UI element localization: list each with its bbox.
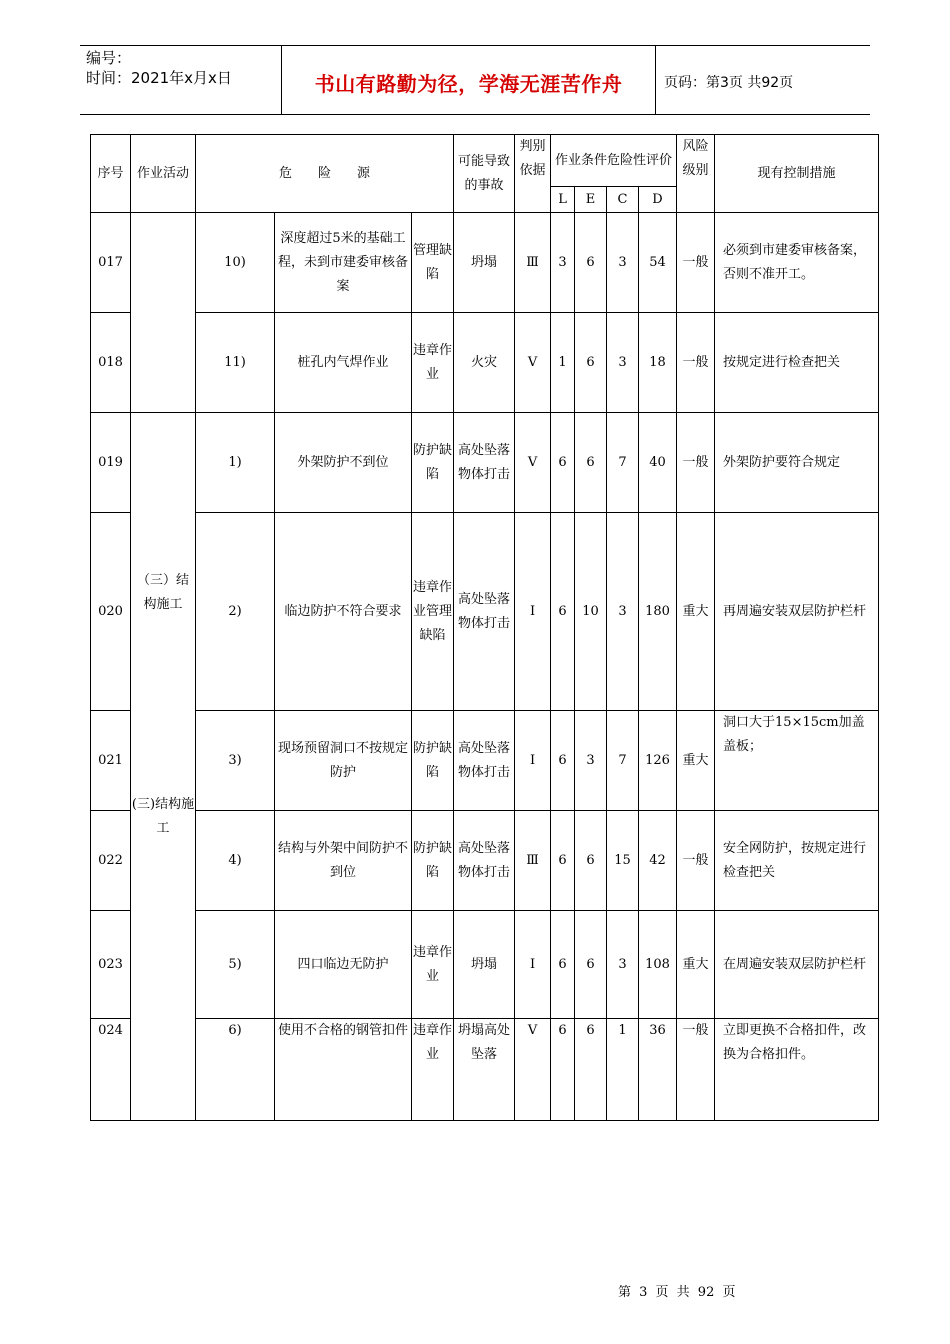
page-footer: 第 3 页 共 92 页	[618, 1285, 736, 1300]
row-D: 42	[639, 811, 677, 911]
row-hazard-type: 管理缺陷	[412, 213, 454, 313]
row-measure: 再周遍安装双层防护栏杆	[715, 513, 879, 711]
row-hazard-type: 防护缺陷	[412, 711, 454, 811]
row-E: 6	[575, 413, 607, 513]
row-C: 3	[607, 513, 639, 711]
row-E: 10	[575, 513, 607, 711]
header-measures: 现有控制措施	[715, 135, 879, 213]
row-D: 108	[639, 911, 677, 1019]
table-row	[91, 513, 879, 711]
row-D: 126	[639, 711, 677, 811]
row-D: 180	[639, 513, 677, 711]
table-header-row	[91, 135, 879, 187]
activity-label: (三)结构施工	[131, 797, 195, 836]
row-C: 3	[607, 313, 639, 413]
row-level: 重大	[677, 711, 715, 811]
row-seq: 024	[91, 1019, 131, 1121]
header-D: D	[639, 187, 677, 213]
row-measure: 在周遍安装双层防护栏杆	[715, 911, 879, 1019]
row-hazard: 外架防护不到位	[275, 413, 412, 513]
row-accident: 坍塌	[454, 213, 515, 313]
row-level: 一般	[677, 413, 715, 513]
header-hazard: 危 险 源	[196, 135, 454, 213]
header-divider	[655, 46, 656, 114]
row-seq: 021	[91, 711, 131, 811]
row-level: 一般	[677, 313, 715, 413]
row-E: 6	[575, 811, 607, 911]
table-row	[91, 1019, 879, 1121]
row-level: 一般	[677, 1019, 715, 1121]
row-L: 6	[551, 711, 575, 811]
row-measure: 必须到市建委审核备案，否则不准开工。	[715, 213, 879, 313]
table-row	[91, 811, 879, 911]
row-C: 3	[607, 213, 639, 313]
row-level: 一般	[677, 213, 715, 313]
table-row	[91, 711, 879, 811]
row-L: 6	[551, 413, 575, 513]
row-accident: 火灾	[454, 313, 515, 413]
row-hazard-type: 违章作业管理缺陷	[412, 513, 454, 711]
row-accident: 高处坠落物体打击	[454, 711, 515, 811]
row-seq: 022	[91, 811, 131, 911]
row-measure: 安全网防护，按规定进行检查把关	[715, 811, 879, 911]
table-row	[91, 911, 879, 1019]
row-L: 6	[551, 1019, 575, 1121]
activity-cell	[131, 413, 196, 1121]
row-basis: Ⅲ	[515, 213, 551, 313]
row-D: 18	[639, 313, 677, 413]
row-index: 10)	[196, 213, 275, 313]
row-hazard-type: 违章作业	[412, 911, 454, 1019]
row-seq: 023	[91, 911, 131, 1019]
row-measure: 按规定进行检查把关	[715, 313, 879, 413]
row-L: 6	[551, 513, 575, 711]
row-measure: 外架防护要符合规定	[715, 413, 879, 513]
header-E: E	[575, 187, 607, 213]
row-accident: 坍塌	[454, 911, 515, 1019]
doc-number-label: 编号：	[86, 49, 132, 67]
row-C: 15	[607, 811, 639, 911]
row-seq: 019	[91, 413, 131, 513]
row-hazard-type: 违章作业	[412, 1019, 454, 1121]
row-accident: 高处坠落物体打击	[454, 513, 515, 711]
row-accident: 高处坠落物体打击	[454, 413, 515, 513]
row-E: 6	[575, 1019, 607, 1121]
header-accident: 可能导致的事故	[454, 135, 515, 213]
row-C: 1	[607, 1019, 639, 1121]
row-index: 5)	[196, 911, 275, 1019]
row-index: 1)	[196, 413, 275, 513]
header-activity: 作业活动	[131, 135, 196, 213]
row-seq: 017	[91, 213, 131, 313]
row-seq: 020	[91, 513, 131, 711]
row-basis: Ⅴ	[515, 413, 551, 513]
row-accident: 坍塌高处坠落	[454, 1019, 515, 1121]
row-basis: Ⅴ	[515, 1019, 551, 1121]
row-hazard-type: 防护缺陷	[412, 811, 454, 911]
table-row	[91, 213, 879, 313]
row-measure: 立即更换不合格扣件，改换为合格扣件。	[715, 1019, 879, 1121]
row-L: 3	[551, 213, 575, 313]
row-index: 3)	[196, 711, 275, 811]
row-hazard: 使用不合格的钢管扣件	[275, 1019, 412, 1121]
row-index: 6)	[196, 1019, 275, 1121]
header-basis: 判别依据	[515, 135, 551, 213]
row-D: 54	[639, 213, 677, 313]
activity-label: （三）结构施工	[136, 573, 189, 612]
row-D: 36	[639, 1019, 677, 1121]
row-index: 2)	[196, 513, 275, 711]
row-level: 重大	[677, 911, 715, 1019]
header-condition: 作业条件危险性评价	[551, 135, 677, 187]
row-basis: Ⅲ	[515, 811, 551, 911]
row-index: 11)	[196, 313, 275, 413]
row-measure: 洞口大于15×15cm加盖盖板；	[715, 711, 879, 811]
row-hazard-type: 防护缺陷	[412, 413, 454, 513]
row-E: 6	[575, 313, 607, 413]
row-basis: Ⅴ	[515, 313, 551, 413]
table-row	[91, 313, 879, 413]
row-seq: 018	[91, 313, 131, 413]
row-basis: Ⅰ	[515, 711, 551, 811]
table-row	[91, 413, 879, 513]
row-E: 6	[575, 911, 607, 1019]
header-C: C	[607, 187, 639, 213]
row-D: 40	[639, 413, 677, 513]
row-hazard-type: 违章作业	[412, 313, 454, 413]
row-index: 4)	[196, 811, 275, 911]
row-L: 1	[551, 313, 575, 413]
header-meta	[86, 48, 232, 88]
row-hazard: 深度超过5米的基础工程，未到市建委审核备案	[275, 213, 412, 313]
row-hazard: 结构与外架中间防护不到位	[275, 811, 412, 911]
header-level: 风险级别	[677, 135, 715, 213]
row-C: 7	[607, 711, 639, 811]
row-accident: 高处坠落物体打击	[454, 811, 515, 911]
row-hazard: 桩孔内气焊作业	[275, 313, 412, 413]
row-C: 3	[607, 911, 639, 1019]
document-header	[80, 45, 870, 115]
header-page-number: 页码：第3页 共92页	[664, 75, 794, 91]
row-level: 一般	[677, 811, 715, 911]
row-L: 6	[551, 911, 575, 1019]
row-basis: Ⅰ	[515, 911, 551, 1019]
row-hazard: 四口临边无防护	[275, 911, 412, 1019]
row-L: 6	[551, 811, 575, 911]
row-hazard: 现场预留洞口不按规定防护	[275, 711, 412, 811]
row-hazard: 临边防护不符合要求	[275, 513, 412, 711]
row-activity-empty	[131, 213, 196, 413]
header-motto: 书山有路勤为径，学海无涯苦作舟	[314, 72, 623, 96]
row-basis: Ⅰ	[515, 513, 551, 711]
row-E: 3	[575, 711, 607, 811]
doc-time-label: 时间：2021年x月x日	[86, 69, 232, 87]
risk-assessment-table	[90, 134, 879, 1121]
row-E: 6	[575, 213, 607, 313]
row-level: 重大	[677, 513, 715, 711]
row-C: 7	[607, 413, 639, 513]
header-seq: 序号	[91, 135, 131, 213]
header-L: L	[551, 187, 575, 213]
